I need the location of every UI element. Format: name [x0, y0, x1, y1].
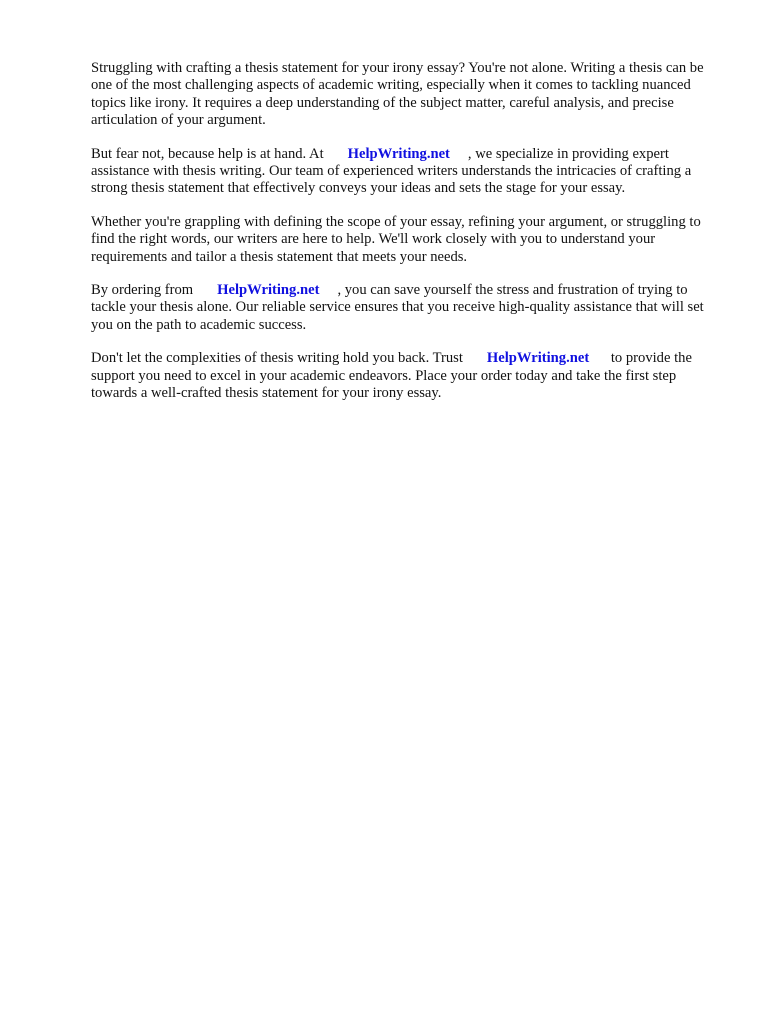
- paragraph-text: Don't let the complexities of thesis writing hold you back. Trust: [91, 350, 463, 367]
- document-body: [91, 60, 723, 419]
- paragraph-text: , we specialize in providing expert assistance with thesis writing. Our team of experienced writers understands the intricacies of crafting a strong thesis statement that effectively conveys your ideas and sets the stage for your essay.: [91, 145, 692, 197]
- paragraph-scope: Whether you're grappling with defining the scope of your essay, refining your argument, or struggling to find the right words, our writers are here to help. We'll work closely with you to understand your requirements and tailor a thesis statement that meets your needs.: [91, 213, 701, 265]
- paragraph-text: But fear not, because help is at hand. At: [91, 145, 324, 162]
- paragraph-intro: Struggling with crafting a thesis statement for your irony essay? You're not alone. Writing a thesis can be one of the most challenging aspects of academic writing, especially when it comes to tackling nuanced topics like irony. It requires a deep understanding of the subject matter, careful analysis, and precise articulation of your argument.: [91, 60, 704, 129]
- paragraph-text: , you can save yourself the stress and frustration of trying to tackle your thesis alone. Our reliable service ensures that you receive high-quality assistance that will set you on the path to academic success.: [91, 282, 704, 333]
- helpwriting-link[interactable]: HelpWriting.net: [217, 282, 320, 299]
- paragraph-text: to provide the support you need to excel in your academic endeavors. Place your order today and take the first step towards a well-crafted thesis statement for your irony essay.: [91, 350, 692, 402]
- paragraph-closing: [91, 350, 723, 402]
- helpwriting-link[interactable]: HelpWriting.net: [347, 145, 450, 162]
- helpwriting-link[interactable]: HelpWriting.net: [486, 350, 590, 367]
- paragraph-ordering: [91, 282, 723, 334]
- paragraph-text: By ordering from: [91, 282, 194, 299]
- paragraph-help-at-hand: [91, 146, 723, 198]
